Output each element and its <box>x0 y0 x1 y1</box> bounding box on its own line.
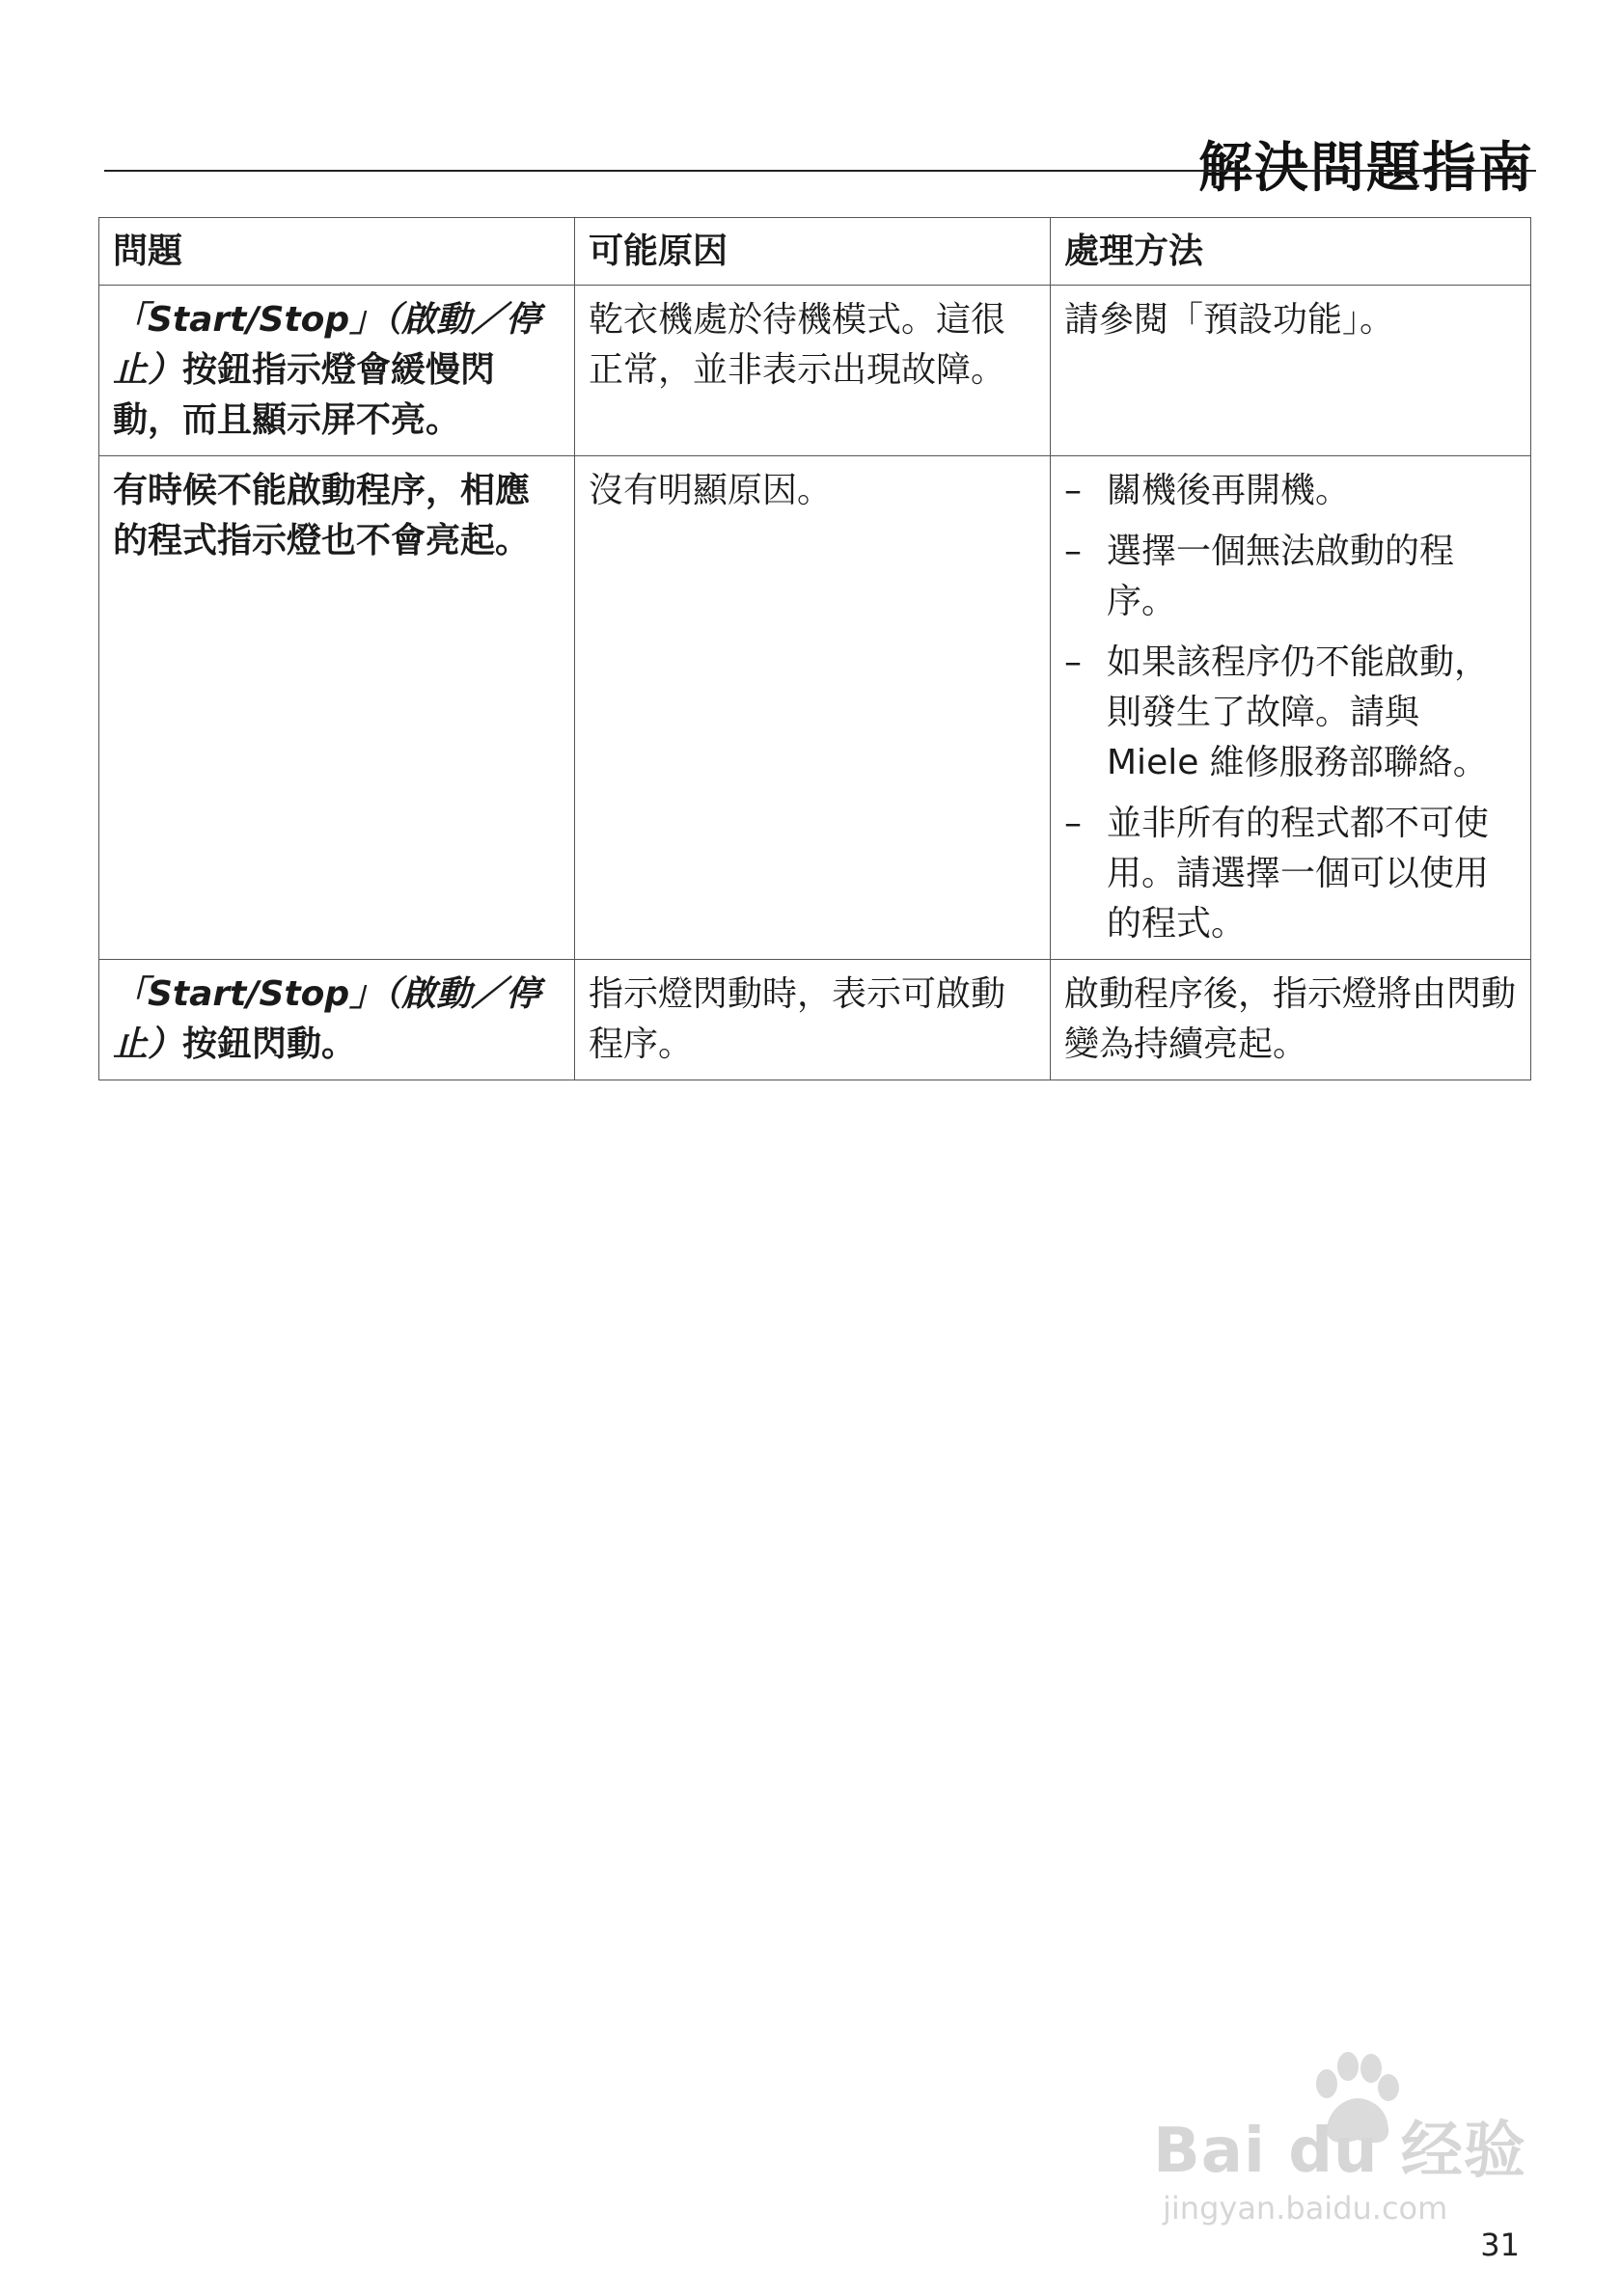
cause-cell: 沒有明顯原因。 <box>575 456 1051 960</box>
dash-bullet: – <box>1064 532 1082 571</box>
troubleshooting-table <box>98 217 1531 1080</box>
dash-bullet: – <box>1064 804 1082 843</box>
watermark-brand: Bai du 经验 <box>1153 2116 1526 2187</box>
table-header-row <box>99 218 1531 286</box>
problem-text: 按鈕閃動。 <box>182 1025 357 1064</box>
table-row <box>99 960 1531 1080</box>
header-cause: 可能原因 <box>575 218 1051 286</box>
list-item <box>1064 638 1517 788</box>
solution-step: 如果該程序仍不能啟動，則發生了故障。請與 Miele 維修服務部聯絡。 <box>1107 642 1490 782</box>
watermark-url: jingyan.baidu.com <box>1163 2190 1448 2227</box>
title-divider <box>104 170 1536 172</box>
solution-list <box>1064 466 1517 949</box>
problem-button-name: 「Start/Stop」（啟動／停止） <box>113 974 541 1064</box>
dash-bullet: – <box>1064 642 1082 682</box>
page-title: 解決問題指南 <box>1198 136 1534 200</box>
table-row <box>99 456 1531 960</box>
problem-text: 有時候不能啟動程序，相應的程式指示燈也不會亮起。 <box>113 471 531 560</box>
cause-cell: 乾衣機處於待機模式。這很正常，並非表示出現故障。 <box>575 286 1051 456</box>
solution-step: 選擇一個無法啟動的程序。 <box>1107 532 1455 621</box>
problem-cell <box>99 286 575 456</box>
solution-cell: 請參閱「預設功能」。 <box>1051 286 1531 456</box>
problem-text: 按鈕指示燈會緩慢閃動，而且顯示屏不亮。 <box>113 350 496 440</box>
solution-cell <box>1051 456 1531 960</box>
page-number: 31 <box>1480 2227 1520 2263</box>
baidu-watermark <box>1153 2045 1539 2238</box>
dash-bullet: – <box>1064 471 1082 510</box>
list-item <box>1064 527 1517 627</box>
problem-cell <box>99 456 575 960</box>
solution-step: 並非所有的程式都不可使用。請選擇一個可以使用的程式。 <box>1107 804 1490 943</box>
header-problem: 問題 <box>99 218 575 286</box>
problem-cell <box>99 960 575 1080</box>
list-item <box>1064 466 1517 516</box>
solution-step: 關機後再開機。 <box>1107 471 1351 510</box>
list-item <box>1064 799 1517 949</box>
solution-cell: 啟動程序後，指示燈將由閃動變為持續亮起。 <box>1051 960 1531 1080</box>
table-row <box>99 286 1531 456</box>
header-solution: 處理方法 <box>1051 218 1531 286</box>
problem-button-name: 「Start/Stop」（啟動／停止） <box>113 300 541 390</box>
cause-cell: 指示燈閃動時，表示可啟動程序。 <box>575 960 1051 1080</box>
